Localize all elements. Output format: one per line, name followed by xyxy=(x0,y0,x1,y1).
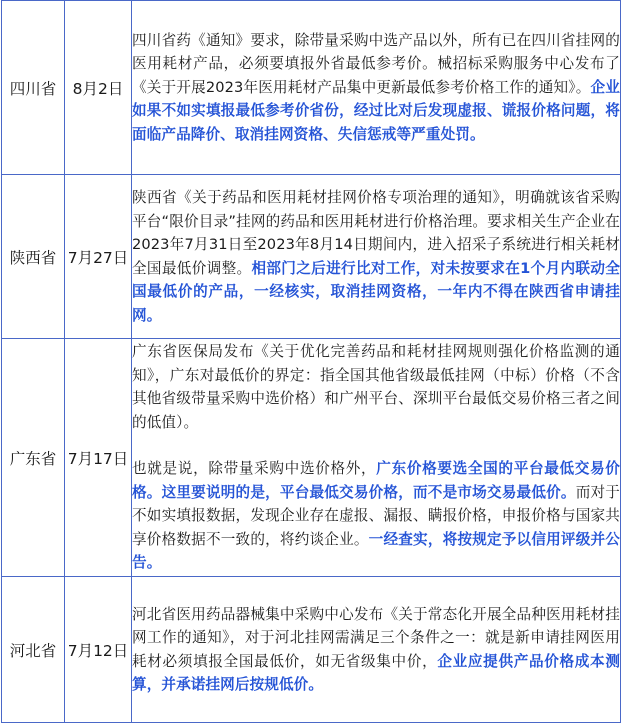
province-cell: 河北省 xyxy=(2,577,65,723)
table-row xyxy=(2,175,621,339)
province-cell: 陕西省 xyxy=(2,175,65,339)
highlighted-text: 广东价格要选全国的平台最低交易价格。这里要说明的是，平台最低交易价格，而不是市场交易最低价。 xyxy=(132,460,620,501)
description-text: 广东省医保局发布《关于优化完善药品和耗材挂网规则强化价格监测的通知》，广东对最低价的界定：指全国其他省级最低挂网（中标）价格（不含其他省级带量采购中选价格）和广州平台、深圳平台最低交易价格三者之间的低值）。 xyxy=(132,343,620,431)
highlighted-text: 企业应提供产品价格成本测算，并承诺挂网后按规低价。 xyxy=(132,652,621,693)
description-paragraph xyxy=(132,186,620,327)
description-text: 也就是说，除带量采购中选价格外， xyxy=(132,460,377,478)
highlighted-text: 一经查实，将按规定予以信用评级并公告。 xyxy=(132,530,620,572)
province-cell: 广东省 xyxy=(2,339,65,577)
date-cell: 7月17日 xyxy=(65,339,132,577)
table-row xyxy=(2,1,621,175)
policy-table xyxy=(1,0,621,723)
date-cell: 7月27日 xyxy=(65,175,132,339)
date-cell: 7月12日 xyxy=(65,577,132,723)
description-cell xyxy=(132,339,621,577)
description-paragraph xyxy=(132,29,620,147)
description-paragraph xyxy=(132,603,620,697)
description-cell xyxy=(132,577,621,723)
date-cell: 8月2日 xyxy=(65,1,132,175)
highlighted-text: 相部门之后进行比对工作，对未按要求在1个月内联动全国最低价的产品，一经核实，取消挂网资格，一年内不得在陕西省申请挂网。 xyxy=(132,259,620,324)
description-text: 河北省医用药品器械集中采购中心发布《关于常态化开展全品种医用耗材挂网工作的通知》，对于河北挂网需满足三个条件之一：就是新申请挂网医用耗材必须填报全国最低价，如无省级集中 xyxy=(132,605,620,670)
description-text: 陕西省《关于药品和医用耗材挂网价格专项治理的通知》，明确就该省采购平台“限价目录”挂网的药品和医用耗材进行价格治理。要求相关生产企业在2023年7月31日至2023年8月14日期间内，进入招采子系统进行相关耗材全国最低价调整。 xyxy=(132,189,620,277)
description-paragraph xyxy=(132,340,620,434)
description-cell xyxy=(132,175,621,339)
description-cell xyxy=(132,1,621,175)
table-row xyxy=(2,577,621,723)
description-text: 而对于不如实填报数据，发现企业存在虚报、漏报、瞒报价格，申报价格与国家共享价格数据不一致的，将约谈企业。 xyxy=(132,483,620,548)
description-text: 价， xyxy=(406,652,438,670)
table-row xyxy=(2,339,621,577)
description-text: 四川省药《通知》要求，除带量采购中选产品以外，所有已在四川省挂网的医用耗材产品，必须要填报外省最低参考价。械招标采购服务中心发布了《关于开展2023年医用耗材产品集中更新最低参考价格工作的通知》。 xyxy=(132,31,620,96)
description-paragraph xyxy=(132,457,620,575)
province-cell: 四川省 xyxy=(2,1,65,175)
paragraph-gap xyxy=(132,434,620,457)
highlighted-text: 企业如果不如实填报最低参考价省份，经过比对后发现虚报、谎报价格问题，将面临产品降价、取消挂网资格、失信惩戒等严重处罚。 xyxy=(132,78,620,143)
